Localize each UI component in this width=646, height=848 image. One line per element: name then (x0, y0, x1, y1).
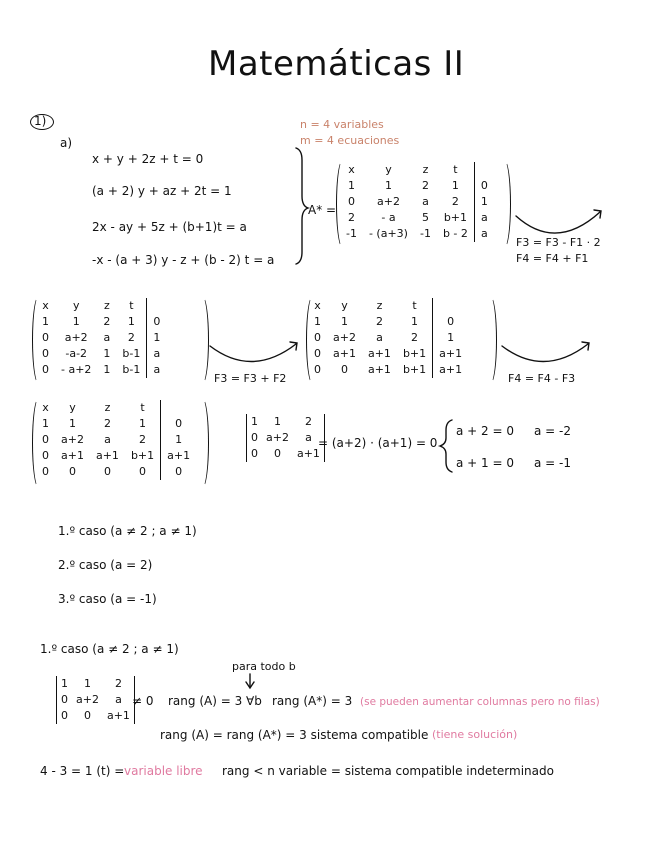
matrix-4: x y z t 1 1 2 1 0 0 a+2 a 2 1 0 a+1 a+1 b+1 a+1 0 0 0 0 0 (36, 400, 196, 480)
page-title: Matemáticas II (208, 44, 465, 84)
arrow-3 (502, 344, 588, 362)
part-label: a) (60, 136, 73, 150)
matrix-3: x y z t 1 1 2 1 0 0 a+2 a 2 1 0 a+1 a+1 b+1 a+1 0 0 a+1 b+1 a+1 (308, 298, 468, 378)
arrow-1 (516, 212, 600, 233)
case-equation-2: a + 1 = 0 (456, 456, 514, 470)
op-f3-2: F3 = F3 + F2 (214, 372, 287, 385)
case-1-label: 1.º caso (a ≠ 2 ; a ≠ 1) (58, 524, 197, 538)
case-1-heading: 1.º caso (a ≠ 2 ; a ≠ 1) (40, 642, 179, 656)
cases-brace (440, 420, 452, 472)
matrix-2: x y z t 1 1 2 1 0 0 a+2 a 2 1 0 -a-2 1 b-1 a 0 - a+2 1 b-1 a (36, 298, 166, 378)
final-line-c: rang < n variable = sistema compatible indeterminado (222, 764, 554, 778)
op-f4-1: F4 = F4 + F1 (516, 252, 589, 265)
case-2-label: 2.º caso (a = 2) (58, 558, 153, 572)
op-f4-3: F4 = F4 - F3 (508, 372, 576, 385)
matrix-1: x y z t 1 1 2 1 0 0 a+2 a 2 1 2 - a 5 b+1 a -1 - (a+3) -1 b - 2 a (340, 162, 494, 242)
problem-number: 1) (34, 114, 47, 128)
not-zero: ≠ 0 (132, 694, 154, 708)
rank-equality: rang (A) = rang (A*) = 3 sistema compatible (160, 728, 429, 742)
determinant-1-result: = (a+2) · (a+1) = 0 (318, 436, 438, 450)
final-line-free: variable libre (124, 764, 203, 778)
rank-note: (se pueden aumentar columnas pero no filas) (360, 696, 600, 708)
equation-3: 2x - ay + 5z + (b+1)t = a (92, 220, 247, 234)
rank-equality-note: (tiene solución) (432, 728, 518, 741)
case-equation-1: a + 2 = 0 (456, 424, 514, 438)
rank-a-star: rang (A*) = 3 (272, 694, 353, 708)
determinant-1: 1 1 2 0 a+2 a 0 0 a+1 (246, 414, 325, 462)
op-f3-1: F3 = F3 - F1 · 2 (516, 236, 601, 249)
note-n-variables: n = 4 variables (300, 118, 384, 131)
a-star-label: A* = (308, 203, 337, 217)
case-solution-2: a = -1 (534, 456, 572, 470)
system-brace (296, 148, 308, 264)
note-m-equations: m = 4 ecuaciones (300, 134, 400, 147)
equation-4: -x - (a + 3) y - z + (b - 2) t = a (92, 253, 275, 267)
final-line-a: 4 - 3 = 1 (t) = (40, 764, 125, 778)
para-todo-b-note: para todo b (232, 660, 296, 673)
equation-2: (a + 2) y + az + 2t = 1 (92, 184, 232, 198)
case-solution-1: a = -2 (534, 424, 572, 438)
rank-a: rang (A) = 3 ∀b (168, 694, 262, 708)
determinant-2: 1 1 2 0 a+2 a 0 0 a+1 (56, 676, 135, 724)
equation-1: x + y + 2z + t = 0 (92, 152, 204, 166)
case-3-label: 3.º caso (a = -1) (58, 592, 157, 606)
arrow-2 (210, 344, 296, 362)
